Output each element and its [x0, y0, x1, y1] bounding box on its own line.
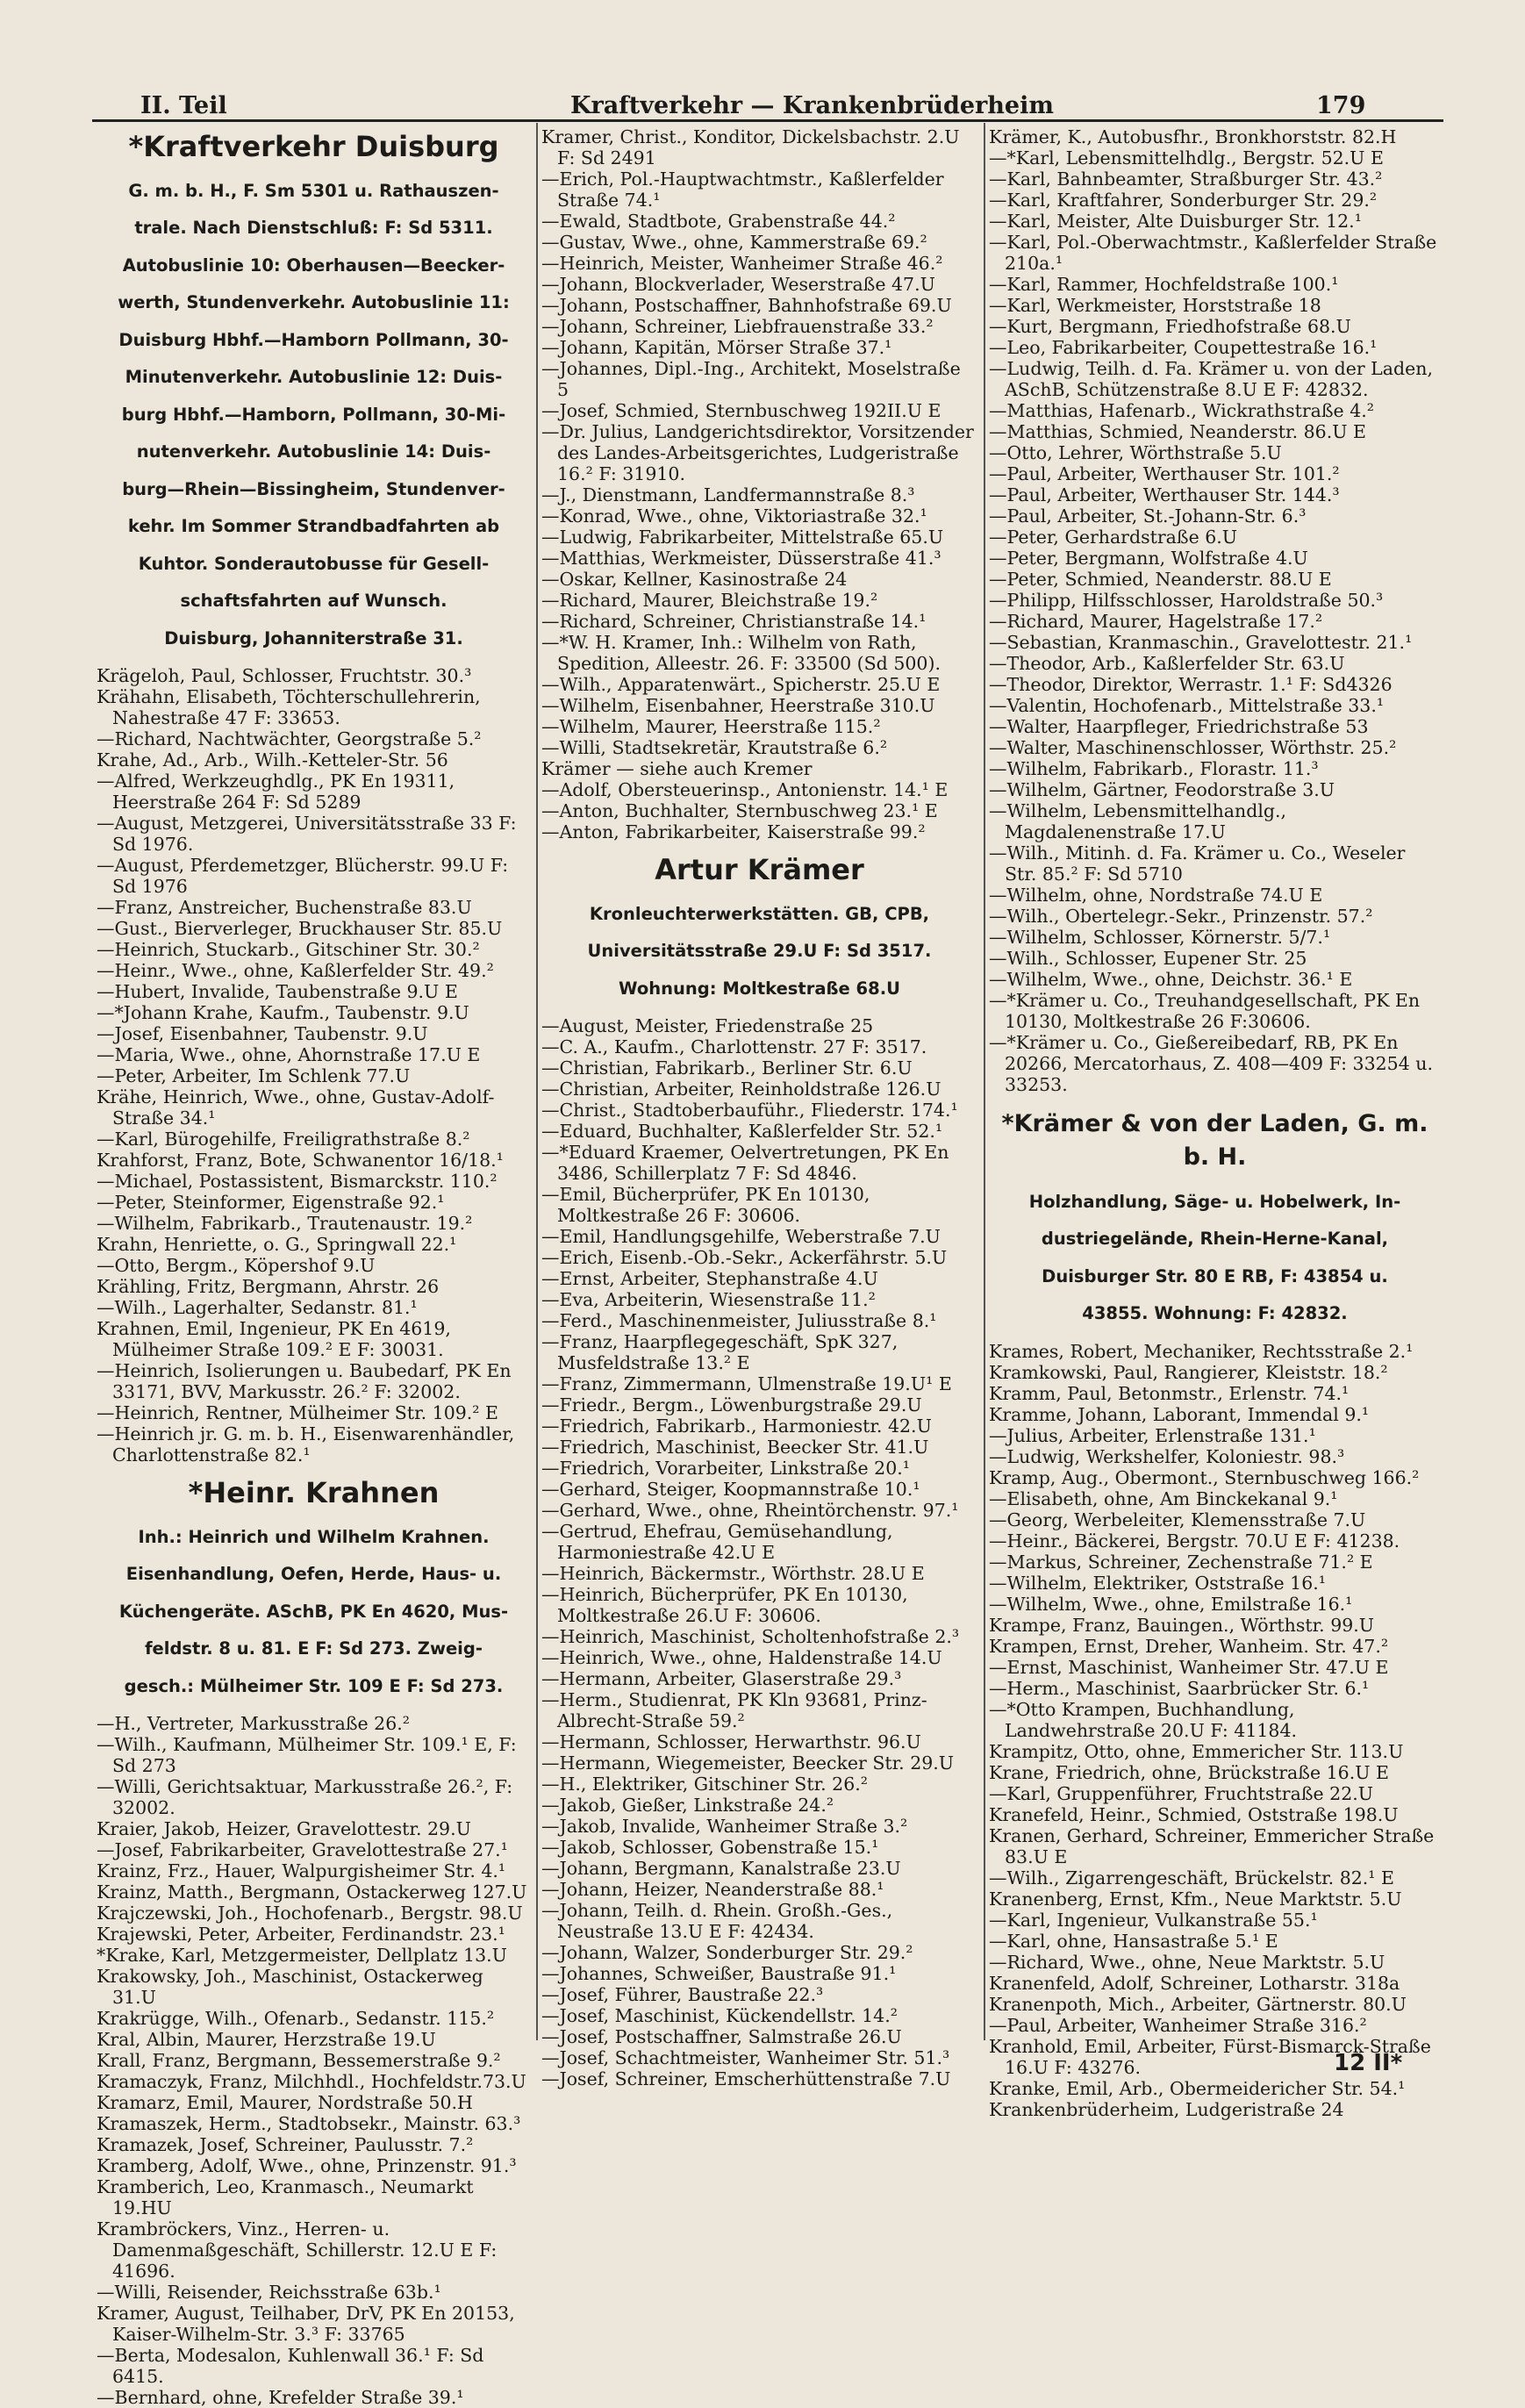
column-2: [541, 126, 977, 2089]
ad-line: burg Hbhf.—Hamborn, Pollmann, 30-Mi-: [121, 404, 506, 425]
directory-entry: —Peter, Schmied, Neanderstr. 88.U E: [989, 569, 1332, 590]
directory-entry: —Franz, Zimmermann, Ulmenstraße 19.U¹ E: [541, 1373, 952, 1394]
directory-entry: —Heinrich, Isolierungen u. Baubedarf, PK En 33171, BVV, Markusstr. 26.² F: 32002.: [97, 1360, 512, 1402]
directory-entry: Krakowsky, Joh., Maschinist, Ostackerweg 31.U: [97, 1966, 483, 2008]
directory-entry: —Richard, Maurer, Hagelstraße 17.²: [989, 611, 1323, 632]
directory-entry: Kramarz, Emil, Maurer, Nordstraße 50.H: [97, 2092, 473, 2113]
directory-entry: —Wilhelm, ohne, Nordstraße 74.U E: [989, 885, 1323, 906]
directory-entry: —Wilhelm, Fabrikarb., Florastr. 11.³: [989, 758, 1319, 779]
directory-entry: —Heinrich, Rentner, Mülheimer Str. 109.² E: [97, 1402, 498, 1423]
directory-entry: —Emil, Bücherprüfer, PK En 10130, Moltkestraße 26 F: 30606.: [541, 1184, 870, 1226]
directory-entry: Krajewski, Peter, Arbeiter, Ferdinandstr. 23.¹: [97, 1924, 505, 1945]
directory-entry: —Willi, Reisender, Reichsstraße 63b.¹: [97, 2282, 441, 2303]
directory-entry: —Heinrich, Stuckarb., Gitschiner Str. 30.²: [97, 939, 480, 960]
directory-entry: —C. A., Kaufm., Charlottenstr. 27 F: 3517.: [541, 1036, 927, 1057]
directory-entry: —Berta, Modesalon, Kuhlenwall 36.¹ F: Sd 6415.: [97, 2345, 484, 2387]
directory-entry: —Friedr., Bergm., Löwenburgstraße 29.U: [541, 1394, 922, 1415]
directory-entry: —Josef, Schreiner, Emscherhüttenstraße 7.U: [541, 2068, 951, 2089]
directory-entry: Krähe, Heinrich, Wwe., ohne, Gustav-Adolf-Straße 34.¹: [97, 1086, 495, 1129]
directory-entry: —Julius, Arbeiter, Erlenstraße 131.¹: [989, 1424, 1316, 1446]
directory-entry: Kramkowski, Paul, Rangierer, Kleiststr. 18.²: [989, 1361, 1388, 1383]
directory-entry: —Ewald, Stadtbote, Grabenstraße 44.²: [541, 211, 896, 232]
directory-entry: —Emil, Handlungsgehilfe, Weberstraße 7.U: [541, 1226, 941, 1247]
ad-line: Eisenhandlung, Oefen, Herde, Haus- u.: [125, 1564, 502, 1584]
running-title: Kraftverkehr — Krankenbrüderheim: [570, 92, 1054, 119]
directory-entry: Kramer, August, Teilhaber, DrV, PK En 20153, Kaiser-Wilhelm-Str. 3.³ F: 33765: [97, 2303, 515, 2345]
ad-line: Kronleuchterwerkstätten. GB, CPB,: [589, 903, 930, 924]
directory-entry: —Peter, Gerhardstraße 6.U: [989, 527, 1238, 548]
directory-entry: —H., Elektriker, Gitschiner Str. 26.²: [541, 1774, 868, 1795]
directory-entry: —Wilh., Zigarrengeschäft, Brückelstr. 82.¹ E: [989, 1867, 1394, 1888]
entry-list: [97, 665, 531, 1466]
ad-artur-kraemer: [541, 853, 977, 999]
directory-entry: —Gertrud, Ehefrau, Gemüsehandlung, Harmoniestraße 42.U E: [541, 1521, 893, 1563]
directory-entry: Krane, Friedrich, ohne, Brückstraße 16.U E: [989, 1761, 1389, 1783]
directory-entry: —*Johann Krahe, Kaufm., Taubenstr. 9.U: [97, 1002, 469, 1023]
ad-line: G. m. b. H., F. Sm 5301 u. Rathauszen-: [128, 180, 499, 201]
directory-entry: —Herm., Maschinist, Saarbrücker Str. 6.¹: [989, 1677, 1370, 1699]
directory-entry: —Matthias, Werkmeister, Düsserstraße 41.³: [541, 548, 941, 569]
directory-entry: —Christian, Arbeiter, Reinholdstraße 126.U: [541, 1079, 941, 1100]
directory-entry: —Wilhelm, Gärtner, Feodorstraße 3.U: [989, 779, 1335, 800]
directory-entry: —Konrad, Wwe., ohne, Viktoriastraße 32.¹: [541, 505, 927, 527]
directory-entry: Krambröckers, Vinz., Herren- u. Damenmaßgeschäft, Schillerstr. 12.U E F: 41696.: [97, 2218, 498, 2282]
directory-entry: —Gustav, Wwe., ohne, Kammerstraße 69.²: [541, 232, 927, 253]
directory-entry: Krakrügge, Wilh., Ofenarb., Sedanstr. 115.²: [97, 2008, 495, 2029]
ad-kraemer-von-der-laden: [989, 1107, 1441, 1323]
directory-entry: —Otto, Bergm., Köpershof 9.U: [97, 1255, 376, 1276]
ad-line: Duisburger Str. 80 E RB, F: 43854 u.: [1042, 1265, 1388, 1286]
directory-entry: —Wilh., Obertelegr.-Sekr., Prinzenstr. 57.²: [989, 906, 1373, 927]
directory-entry: Kramaczyk, Franz, Milchhdl., Hochfeldstr.73.U: [97, 2071, 526, 2092]
directory-entry: —Eduard, Buchhalter, Kaßlerfelder Str. 52.¹: [541, 1121, 943, 1142]
directory-entry: Krames, Robert, Mechaniker, Rechtsstraße 2.¹: [989, 1340, 1414, 1362]
ad-line: werth, Stundenverkehr. Autobuslinie 11:: [118, 292, 510, 312]
ad-line: Universitätsstraße 29.U F: Sd 3517.: [587, 941, 932, 961]
directory-entry: Kramberich, Leo, Kranmasch., Neumarkt 19.HU: [97, 2176, 474, 2218]
directory-entry: —Josef, Postschaffner, Salmstraße 26.U: [541, 2026, 902, 2047]
directory-entry: Krahn, Henriette, o. G., Springwall 22.¹: [97, 1234, 457, 1255]
directory-entry: —Peter, Steinformer, Eigenstraße 92.¹: [97, 1192, 445, 1213]
directory-entry: —Anton, Buchhalter, Sternbuschweg 23.¹ E: [541, 800, 938, 821]
directory-entry: Kranenpoth, Mich., Arbeiter, Gärtnerstr. 80.U: [989, 1993, 1407, 2015]
directory-entry: Krainz, Frz., Hauer, Walpurgisheimer Str. 4.¹: [97, 1860, 506, 1881]
directory-entry: —*Karl, Lebensmittelhdlg., Bergstr. 52.U E: [989, 147, 1384, 168]
directory-entry: —Wilh., Mitinh. d. Fa. Krämer u. Co., Weseler Str. 85.² F: Sd 5710: [989, 842, 1406, 885]
directory-entry: —Josef, Fabrikarbeiter, Gravelottestraße 27.¹: [97, 1839, 508, 1860]
directory-entry: —Ernst, Arbeiter, Stephanstraße 4.U: [541, 1268, 878, 1289]
directory-entry: —Walter, Maschinenschlosser, Wörthstr. 25.²: [989, 737, 1397, 758]
header-rule: [92, 119, 1443, 122]
directory-entry: —Richard, Maurer, Bleichstraße 19.²: [541, 590, 878, 611]
directory-entry: —Erich, Eisenb.-Ob.-Sekr., Ackerfährstr. 5.U: [541, 1247, 948, 1268]
column-divider: [984, 123, 985, 2040]
ad-line: feldstr. 8 u. 81. E F: Sd 273. Zweig-: [145, 1638, 483, 1659]
directory-entry: —Johann, Bergmann, Kanalstraße 23.U: [541, 1858, 901, 1879]
directory-entry: Kraier, Jakob, Heizer, Gravelottestr. 29.U: [97, 1818, 471, 1839]
directory-entry: —Sebastian, Kranmaschin., Gravelottestr. 21.¹: [989, 632, 1413, 653]
directory-entry: Kranke, Emil, Arb., Obermeidericher Str. 54.¹: [989, 2077, 1406, 2099]
ad-line: Kuhtor. Sonderautobusse für Gesell-: [138, 553, 490, 574]
directory-entry: —Karl, Kraftfahrer, Sonderburger Str. 29.²: [989, 190, 1378, 211]
directory-entry: —Ludwig, Teilh. d. Fa. Krämer u. von der Laden, ASchB, Schützenstraße 8.U E F: 42832.: [989, 358, 1433, 400]
directory-entry: —Josef, Schachtmeister, Wanheimer Str. 51.³: [541, 2047, 950, 2068]
ad-body: [97, 181, 531, 649]
directory-entry: —Paul, Arbeiter, Wanheimer Straße 316.²: [989, 2014, 1367, 2036]
directory-entry: Kramm, Paul, Betonmstr., Erlenstr. 74.¹: [989, 1382, 1350, 1404]
directory-entry: Krähahn, Elisabeth, Töchterschullehrerin, Nahestraße 47 F: 33653.: [97, 686, 481, 728]
ad-kraftverkehr-duisburg: [97, 130, 531, 649]
directory-entry: —Josef, Schmied, Sternbuschweg 192II.U E: [541, 400, 941, 421]
page-number: 179: [1316, 92, 1366, 119]
directory-entry: —Richard, Wwe., ohne, Neue Marktstr. 5.U: [989, 1951, 1385, 1973]
directory-entry: —Heinrich, Maschinist, Scholtenhofstraße 2.³: [541, 1626, 960, 1647]
directory-entry: —Gerhard, Wwe., ohne, Rheintörchenstr. 97.¹: [541, 1500, 959, 1521]
directory-entry: —Philipp, Hilfsschlosser, Haroldstraße 50.³: [989, 590, 1384, 611]
directory-entry: —Karl, Bahnbeamter, Straßburger Str. 43.²: [989, 168, 1383, 190]
directory-entry: —*Krämer u. Co., Gießereibedarf, RB, PK En 20266, Mercatorhaus, Z. 408—409 F: 33254 u. 33253.: [989, 1032, 1433, 1095]
directory-entry: —Johann, Kapitän, Mörser Straße 37.¹: [541, 337, 892, 358]
directory-entry: —Richard, Schreiner, Christianstraße 14.¹: [541, 611, 927, 632]
ad-title: *Krämer & von der Laden, G. m. b. H.: [1001, 1110, 1428, 1171]
ad-line: Inh.: Heinrich und Wilhelm Krahnen.: [138, 1526, 490, 1547]
directory-entry: Kramp, Aug., Obermont., Sternbuschweg 166.²: [989, 1466, 1420, 1488]
directory-entry: —Wilh., Apparatenwärt., Spicherstr. 25.U E: [541, 674, 941, 695]
directory-entry: —August, Pferdemetzger, Blücherstr. 99.U F: Sd 1976: [97, 855, 509, 897]
entry-list: [541, 1015, 977, 2089]
ad-body: [97, 1527, 531, 1696]
directory-entry: —Theodor, Arb., Kaßlerfelder Str. 63.U: [989, 653, 1345, 674]
directory-entry: Krampitz, Otto, ohne, Emmericher Str. 113.U: [989, 1740, 1404, 1762]
directory-entry: —Gust., Bierverleger, Bruckhauser Str. 85.U: [97, 918, 503, 939]
entry-list: [989, 1341, 1441, 2120]
directory-entry: Krähling, Fritz, Bergmann, Ahrstr. 26: [97, 1276, 440, 1297]
ad-line: gesch.: Mülheimer Str. 109 E F: Sd 273.: [124, 1675, 504, 1696]
directory-entry: Kramazek, Josef, Schreiner, Paulusstr. 7.²: [97, 2134, 474, 2155]
directory-entry: —Johann, Teilh. d. Rhein. Großh.-Ges., Neustraße 13.U E F: 42434.: [541, 1900, 893, 1942]
ad-line: Wohnung: Moltkestraße 68.U: [619, 978, 900, 999]
directory-entry: Krall, Franz, Bergmann, Bessemerstraße 9.²: [97, 2050, 501, 2071]
directory-entry: Krajczewski, Joh., Hochofenarb., Bergstr. 98.U: [97, 1903, 523, 1924]
directory-entry: Kramberg, Adolf, Wwe., ohne, Prinzenstr. 91.³: [97, 2155, 517, 2176]
directory-entry: —Ludwig, Werkshelfer, Koloniestr. 98.³: [989, 1445, 1345, 1467]
ad-heinr-krahnen: [97, 1476, 531, 1696]
directory-entry: —Gerhard, Steiger, Koopmannstraße 10.¹: [541, 1479, 920, 1500]
running-header: [140, 83, 1366, 119]
directory-entry: Krämer — siehe auch Kremer: [541, 758, 813, 779]
directory-entry: Krahe, Ad., Arb., Wilh.-Ketteler-Str. 56: [97, 749, 448, 770]
directory-entry: —Johann, Heizer, Neanderstraße 88.¹: [541, 1879, 884, 1900]
directory-entry: —Wilhelm, Fabrikarb., Trautenaustr. 19.²: [97, 1213, 473, 1234]
directory-entry: —Wilhelm, Schlosser, Körnerstr. 5/7.¹: [989, 927, 1331, 948]
directory-entry: —Josef, Maschinist, Kückendellstr. 14.²: [541, 2005, 898, 2026]
directory-entry: —Karl, Pol.-Oberwachtmstr., Kaßlerfelder Straße 210a.¹: [989, 232, 1437, 274]
directory-entry: Kranenfeld, Adolf, Schreiner, Lotharstr. 318a: [989, 1972, 1400, 1994]
directory-entry: —Wilhelm, Wwe., ohne, Emilstraße 16.¹: [989, 1593, 1353, 1615]
directory-entry: —Franz, Anstreicher, Buchenstraße 83.U: [97, 897, 472, 918]
directory-entry: —Franz, Haarpflegegeschäft, SpK 327, Musfeldstraße 13.² E: [541, 1331, 899, 1373]
directory-entry: —Erich, Pol.-Hauptwachtmstr., Kaßlerfelder Straße 74.¹: [541, 168, 944, 211]
directory-entry: —Wilhelm, Lebensmittelhandlg., Magdalenenstraße 17.U: [989, 800, 1287, 842]
directory-entry: —Wilh., Schlosser, Eupener Str. 25: [989, 948, 1307, 969]
section-label: II. Teil: [140, 92, 227, 119]
directory-entry: —Ernst, Maschinist, Wanheimer Str. 47.U E: [989, 1656, 1389, 1678]
directory-entry: —Jakob, Schlosser, Gobenstraße 15.¹: [541, 1837, 879, 1858]
directory-entry: —*W. H. Kramer, Inh.: Wilhelm von Rath, Spedition, Alleestr. 26. F: 33500 (Sd 500).: [541, 632, 941, 674]
directory-entry: —Peter, Bergmann, Wolfstraße 4.U: [989, 548, 1308, 569]
directory-entry: Kral, Albin, Maurer, Herzstraße 19.U: [97, 2029, 436, 2050]
directory-entry: —Karl, ohne, Hansastraße 5.¹ E: [989, 1930, 1278, 1952]
directory-entry: —Johannes, Dipl.-Ing., Architekt, Moselstraße 5: [541, 358, 961, 400]
ad-line: nutenverkehr. Autobuslinie 14: Duis-: [136, 441, 491, 462]
directory-entry: —Karl, Rammer, Hochfeldstraße 100.¹: [989, 274, 1339, 295]
ad-line: kehr. Im Sommer Strandbadfahrten ab: [127, 516, 500, 536]
directory-entry: —Wilhelm, Eisenbahner, Heerstraße 310.U: [541, 695, 935, 716]
directory-entry: Krägeloh, Paul, Schlosser, Fruchtstr. 30.³: [97, 665, 472, 686]
directory-entry: Krahnen, Emil, Ingenieur, PK En 4619, Mülheimer Straße 109.² E F: 30031.: [97, 1318, 451, 1360]
directory-entry: —*Otto Krampen, Buchhandlung, Landwehrstraße 20.U F: 41184.: [989, 1698, 1298, 1741]
directory-entry: —Heinr., Bäckerei, Bergstr. 70.U E F: 41238.: [989, 1530, 1400, 1552]
directory-entry: —Jakob, Gießer, Linkstraße 24.²: [541, 1795, 834, 1816]
ad-line: schaftsfahrten auf Wunsch.: [180, 591, 447, 611]
directory-entry: —Anton, Fabrikarbeiter, Kaiserstraße 99.²: [541, 821, 926, 842]
directory-entry: —Willi, Stadtsekretär, Krautstraße 6.²: [541, 737, 888, 758]
directory-entry: —Hermann, Arbeiter, Glaserstraße 29.³: [541, 1668, 902, 1689]
directory-entry: —Heinrich, Bäckermstr., Wörthstr. 28.U E: [541, 1563, 925, 1584]
directory-entry: —August, Metzgerei, Universitätsstraße 33 F: Sd 1976.: [97, 813, 517, 855]
directory-entry: —Johann, Schreiner, Liebfrauenstraße 33.²: [541, 316, 934, 337]
directory-entry: —Christ., Stadtoberbauführ., Fliederstr. 174.¹: [541, 1100, 958, 1121]
directory-entry: Krampe, Franz, Bauingen., Wörthstr. 99.U: [989, 1614, 1375, 1636]
directory-entry: —Paul, Arbeiter, Werthauser Str. 144.³: [989, 484, 1340, 505]
ad-line: Duisburg, Johanniterstraße 31.: [164, 627, 463, 649]
directory-entry: —Alfred, Werkzeughdlg., PK En 19311, Heerstraße 264 F: Sd 5289: [97, 770, 455, 813]
directory-entry: Krahforst, Franz, Bote, Schwanentor 16/18.¹: [97, 1150, 504, 1171]
ad-line: burg—Rhein—Bissingheim, Stundenver-: [122, 478, 505, 499]
directory-entry: —Karl, Bürogehilfe, Freiligrathstraße 8.²: [97, 1129, 470, 1150]
ad-line: Küchengeräte. ASchB, PK En 4620, Mus-: [118, 1601, 509, 1622]
directory-entry: —Markus, Schreiner, Zechenstraße 71.² E: [989, 1551, 1373, 1573]
directory-entry: —Matthias, Schmied, Neanderstr. 86.U E: [989, 421, 1366, 442]
directory-entry: Kranhold, Emil, Arbeiter, Fürst-Bismarck-Straße 16.U F: 43276.: [989, 2035, 1431, 2078]
entry-list: [541, 126, 977, 842]
directory-entry: —Eva, Arbeiterin, Wiesenstraße 11.²: [541, 1289, 876, 1310]
ad-title: *Kraftverkehr Duisburg: [128, 130, 499, 163]
directory-entry: —Jakob, Invalide, Wanheimer Straße 3.²: [541, 1816, 908, 1837]
directory-entry: Kramaszek, Herm., Stadtobsekr., Mainstr. 63.³: [97, 2113, 521, 2134]
directory-entry: —Willi, Gerichtsaktuar, Markusstraße 26.², F: 32002.: [97, 1776, 513, 1818]
directory-entry: —Karl, Meister, Alte Duisburger Str. 12.¹: [989, 211, 1362, 232]
directory-entry: —Walter, Haarpfleger, Friedrichstraße 53: [989, 716, 1369, 737]
directory-entry: —Ludwig, Fabrikarbeiter, Mittelstraße 65.U: [541, 527, 944, 548]
directory-entry: —Oskar, Kellner, Kasinostraße 24: [541, 569, 848, 590]
directory-entry: —Karl, Ingenieur, Vulkanstraße 55.¹: [989, 1909, 1318, 1931]
ad-title: *Heinr. Krahnen: [188, 1476, 440, 1509]
directory-entry: —Paul, Arbeiter, Werthauser Str. 101.²: [989, 463, 1340, 484]
entry-list: [97, 1713, 531, 2408]
directory-entry: —Johann, Blockverlader, Weserstraße 47.U: [541, 274, 935, 295]
directory-entry: —Heinrich, Wwe., ohne, Haldenstraße 14.U: [541, 1647, 942, 1668]
directory-entry: —Ferd., Maschinenmeister, Juliusstraße 8.¹: [541, 1310, 937, 1331]
directory-entry: —Georg, Werbeleiter, Klemensstraße 7.U: [989, 1509, 1366, 1530]
column-divider: [536, 123, 538, 2040]
column-1: [97, 126, 531, 2408]
directory-entry: —Johann, Postschaffner, Bahnhofstraße 69.U: [541, 295, 952, 316]
directory-entry: Kramme, Johann, Laborant, Immendal 9.¹: [989, 1403, 1370, 1425]
directory-entry: —H., Vertreter, Markusstraße 26.²: [97, 1713, 410, 1734]
directory-entry: —Josef, Führer, Baustraße 22.³: [541, 1984, 824, 2005]
directory-entry: Krankenbrüderheim, Ludgeristraße 24: [989, 2098, 1344, 2120]
directory-entry: —Wilhelm, Maurer, Heerstraße 115.²: [541, 716, 881, 737]
directory-entry: —Johannes, Schweißer, Baustraße 91.¹: [541, 1963, 897, 1984]
directory-entry: —Karl, Werkmeister, Horststraße 18: [989, 295, 1321, 316]
directory-entry: —Elisabeth, ohne, Am Binckekanal 9.¹: [989, 1487, 1338, 1509]
directory-entry: Kramer, Christ., Konditor, Dickelsbachstr. 2.U F: Sd 2491: [541, 126, 960, 168]
ad-line: Holzhandlung, Säge- u. Hobelwerk, In-: [1028, 1191, 1401, 1212]
directory-entry: —Michael, Postassistent, Bismarckstr. 110.²: [97, 1171, 498, 1192]
directory-entry: —Heinrich, Bücherprüfer, PK En 10130, Moltkestraße 26.U F: 30606.: [541, 1584, 908, 1626]
directory-entry: —Dr. Julius, Landgerichtsdirektor, Vorsitzender des Landes-Arbeitsgerichtes, Ludgeristraße 16.² F: 31910.: [541, 421, 974, 484]
directory-entry: —Maria, Wwe., ohne, Ahornstraße 17.U E: [97, 1044, 481, 1065]
directory-entry: Kranefeld, Heinr., Schmied, Oststraße 198.U: [989, 1803, 1399, 1825]
directory-entry: —Peter, Arbeiter, Im Schlenk 77.U: [97, 1065, 411, 1086]
directory-entry: —Heinrich, Meister, Wanheimer Straße 46.²: [541, 253, 943, 274]
directory-entry: —Josef, Eisenbahner, Taubenstr. 9.U: [97, 1023, 428, 1044]
ad-line: Minutenverkehr. Autobuslinie 12: Duis-: [125, 367, 503, 387]
ad-line: 43855. Wohnung: F: 42832.: [1082, 1303, 1348, 1323]
directory-entry: —Heinr., Wwe., ohne, Kaßlerfelder Str. 49.²: [97, 960, 494, 981]
directory-entry: —Theodor, Direktor, Werrastr. 1.¹ F: Sd4326: [989, 674, 1393, 695]
signature-mark: 12 II*: [1334, 2050, 1403, 2076]
directory-entry: —Richard, Nachtwächter, Georgstraße 5.²: [97, 728, 482, 749]
directory-entry: —Karl, Gruppenführer, Fruchtstraße 22.U: [989, 1782, 1374, 1804]
directory-entry: Krämer, K., Autobusfhr., Bronkhorststr. 82.H: [989, 126, 1397, 147]
directory-entry: —*Krämer u. Co., Treuhandgesellschaft, PK En 10130, Moltkestraße 26 F:30606.: [989, 990, 1421, 1032]
directory-entry: Krainz, Matth., Bergmann, Ostackerweg 127.U: [97, 1881, 527, 1903]
directory-entry: —Hubert, Invalide, Taubenstraße 9.U E: [97, 981, 458, 1002]
directory-entry: —Wilhelm, Wwe., ohne, Deichstr. 36.¹ E: [989, 969, 1353, 990]
directory-entry: —Valentin, Hochofenarb., Mittelstraße 33.¹: [989, 695, 1385, 716]
directory-entry: Krampen, Ernst, Dreher, Wanheim. Str. 47.²: [989, 1635, 1389, 1657]
ad-title: Artur Krämer: [655, 853, 864, 886]
directory-entry: —August, Meister, Friedenstraße 25: [541, 1015, 874, 1036]
ad-line: Duisburg Hbhf.—Hamborn Pollmann, 30-: [118, 329, 509, 350]
directory-entry: —Hermann, Wiegemeister, Beecker Str. 29.U: [541, 1752, 955, 1774]
ad-line: dustriegelände, Rhein-Herne-Kanal,: [1041, 1229, 1389, 1249]
directory-entry: —Leo, Fabrikarbeiter, Coupettestraße 16.¹: [989, 337, 1378, 358]
ad-line: trale. Nach Dienstschluß: F: Sd 5311.: [134, 218, 493, 238]
directory-entry: —Wilh., Kaufmann, Mülheimer Str. 109.¹ E, F: Sd 273: [97, 1734, 517, 1776]
directory-entry: —Matthias, Hafenarb., Wickrathstraße 4.²: [989, 400, 1374, 421]
directory-entry: —Friedrich, Vorarbeiter, Linkstraße 20.¹: [541, 1458, 910, 1479]
directory-entry: *Krake, Karl, Metzgermeister, Dellplatz 13.U: [97, 1945, 507, 1966]
directory-entry: —Otto, Lehrer, Wörthstraße 5.U: [989, 442, 1282, 463]
directory-entry: —Christian, Fabrikarb., Berliner Str. 6.U: [541, 1057, 913, 1079]
directory-entry: Kranen, Gerhard, Schreiner, Emmericher Straße 83.U E: [989, 1824, 1435, 1867]
directory-entry: —Friedrich, Fabrikarb., Harmoniestr. 42.U: [541, 1415, 932, 1437]
directory-entry: —Herm., Studienrat, PK Kln 93681, Prinz-Albrecht-Straße 59.²: [541, 1689, 927, 1731]
directory-entry: —Johann, Walzer, Sonderburger Str. 29.²: [541, 1942, 913, 1963]
directory-entry: —Bernhard, ohne, Krefelder Straße 39.¹: [97, 2387, 464, 2408]
directory-entry: —Adolf, Obersteuerinsp., Antonienstr. 14.¹ E: [541, 779, 949, 800]
ad-line: Autobuslinie 10: Oberhausen—Beecker-: [122, 254, 505, 276]
directory-entry: —Hermann, Schlosser, Herwarthstr. 96.U: [541, 1731, 921, 1752]
directory-entry: —*Eduard Kraemer, Oelvertretungen, PK En 3486, Schillerplatz 7 F: Sd 4846.: [541, 1142, 949, 1184]
directory-entry: Kranenberg, Ernst, Kfm., Neue Marktstr. 5.U: [989, 1888, 1402, 1910]
directory-entry: —Wilhelm, Elektriker, Oststraße 16.¹: [989, 1572, 1326, 1594]
ad-body: [541, 904, 977, 999]
directory-entry: —Paul, Arbeiter, St.-Johann-Str. 6.³: [989, 505, 1307, 527]
directory-entry: —Kurt, Bergmann, Friedhofstraße 68.U: [989, 316, 1351, 337]
entry-list: [989, 126, 1441, 1095]
directory-entry: —Heinrich jr. G. m. b. H., Eisenwarenhändler, Charlottenstraße 82.¹: [97, 1423, 515, 1466]
ad-body: [989, 1192, 1441, 1324]
directory-entry: —J., Dienstmann, Landfermannstraße 8.³: [541, 484, 915, 505]
directory-entry: —Wilh., Lagerhalter, Sedanstr. 81.¹: [97, 1297, 418, 1318]
directory-entry: —Friedrich, Maschinist, Beecker Str. 41.U: [541, 1437, 929, 1458]
